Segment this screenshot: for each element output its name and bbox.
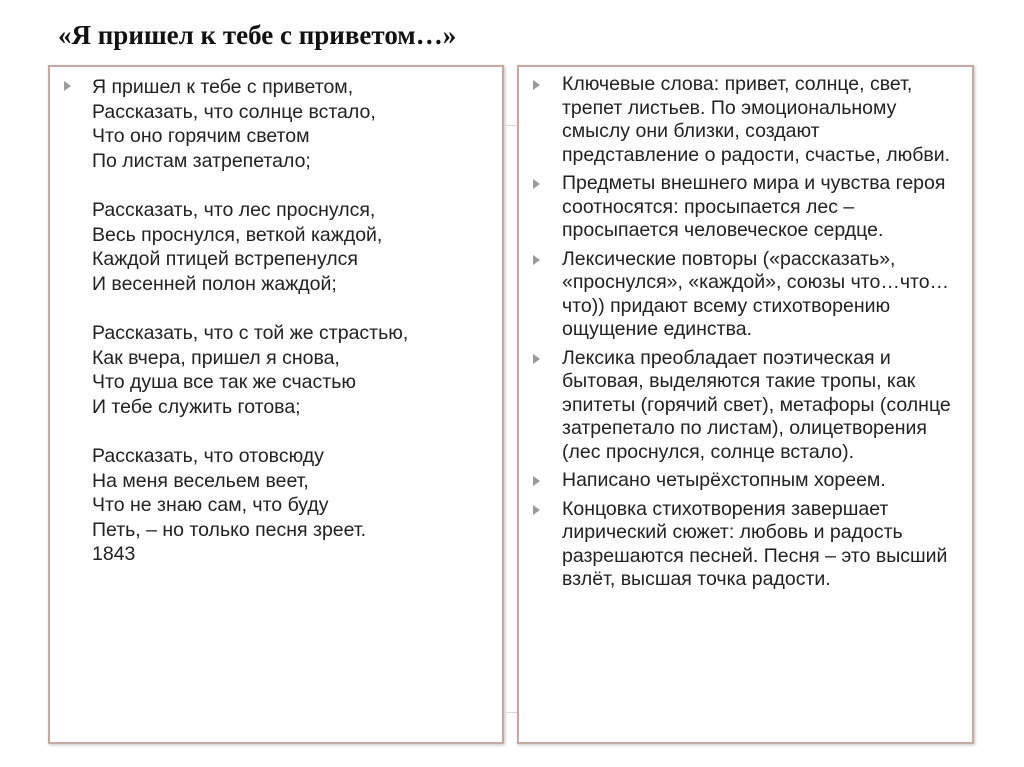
- slide-title: «Я пришел к тебе с приветом…»: [58, 20, 457, 50]
- analysis-point-meter: [533, 469, 962, 493]
- analysis-point-correlation: [533, 172, 962, 243]
- analysis-point-text: Написано четырёхстопным хореем.: [562, 469, 886, 491]
- poem-block: [64, 75, 494, 567]
- analysis-panel: [517, 65, 974, 744]
- divider-tick: [504, 125, 518, 126]
- poem-panel: [48, 65, 504, 744]
- analysis-point-vocabulary: [533, 347, 962, 465]
- bullet-icon: [533, 476, 540, 486]
- bullet-icon: [533, 354, 540, 364]
- analysis-point-ending: [533, 498, 962, 592]
- analysis-list: [533, 73, 962, 597]
- bullet-icon: [533, 179, 540, 189]
- analysis-point-repetitions: [533, 248, 962, 342]
- analysis-point-keywords: [533, 73, 962, 167]
- analysis-point-text: Лексика преобладает поэтическая и бытовая, выделяются такие тропы, как эпитеты (горячий свет), метафоры (солнце затрепетало по листам), олицетворения (лес проснулся, солнце встало).: [562, 346, 951, 463]
- analysis-point-text: Ключевые слова: привет, солнце, свет, трепет листьев. По эмоциональному смыслу они близки, создают представление о радости, счастье, любви.: [562, 73, 951, 166]
- bullet-icon: [533, 505, 540, 515]
- analysis-point-text: Лексические повторы («рассказать», «проснулся», «каждой», союзы что…что…что)) придают всему стихотворению ощущение единства.: [562, 247, 950, 340]
- analysis-point-text: Концовка стихотворения завершает лирический сюжет: любовь и радость разрешаются песней. Песня – это высший взлёт, высшая точка радости.: [562, 497, 948, 590]
- divider-tick: [504, 712, 518, 713]
- bullet-icon: [64, 81, 71, 91]
- analysis-point-text: Предметы внешнего мира и чувства героя соотносятся: просыпается лес – просыпается человеческое сердце.: [562, 172, 946, 241]
- bullet-icon: [533, 80, 540, 90]
- bullet-icon: [533, 255, 540, 265]
- poem-text: Я пришел к тебе с приветом, Рассказать, что солнце встало, Что оно горячим светом По листам затрепетало; Рассказать, что лес проснулся, Весь проснулся, веткой каждой, Каждой птицей встрепенулся И весенней полон жаждой; Рассказать, что с той же страстью, Как вчера, пришел я снова, Что душа все так же счастью И тебе служить готова; Рассказать, что отовсюду На меня весельем веет, Что не знаю сам, что буду Петь, – но только песня зреет. 1843: [92, 76, 409, 566]
